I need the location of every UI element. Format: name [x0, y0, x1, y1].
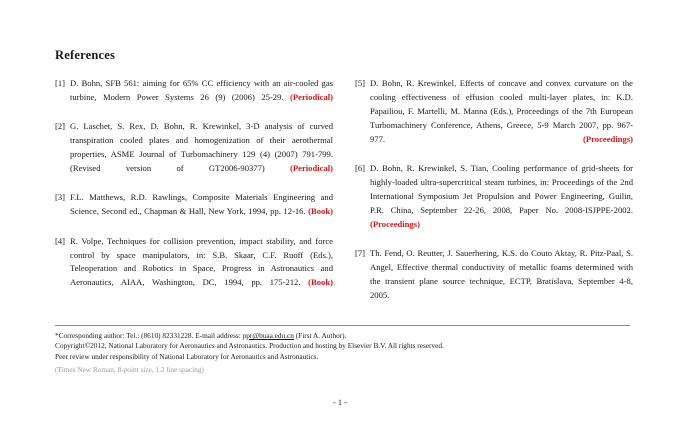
reference-entry — [355, 77, 633, 161]
reference-number: [3] — [55, 192, 66, 203]
reference-number: [2] — [55, 121, 66, 132]
reference-citation: Th. Fend, O. Reutter, J. Sauerhering, K.S. do Couto Aktay, R. Pitz-Paal, S. Angel, Effective thermal conductivity of metallic foams determined with the transient plane source technique, ECTP, Bratislava, September 4-8, 2005. — [370, 248, 633, 300]
corresponding-author-suffix: (First A. Author). — [293, 331, 347, 340]
reference-citation: D. Bohn, R. Krewinkel, S. Tian, Cooling performance of grid-sheets for highly-loaded ultra-supercritical steam turbines, in: Proceedings of the 2nd International Symposium Jet Propulsion and Power Engineering, Guilin, P.R. China, September 22-26, 2008, Paper No. 2008-ISJPPE-2002. — [370, 163, 633, 215]
page-title: References — [55, 48, 116, 62]
reference-type-tag: (Book) — [308, 277, 333, 288]
reference-number: [6] — [355, 163, 366, 174]
reference-number: [5] — [355, 78, 366, 88]
reference-citation: F.L. Matthews, R.D. Rawlings, Composite Materials Engineering and Science, Second ed., Chapman & Hall, New York, 1994, pp. 12-16. — [70, 192, 333, 217]
reference-column-left — [55, 77, 333, 306]
footnote-divider — [55, 325, 630, 326]
copyright-line: Copyright©2012, National Laboratory for Aeronautics and Astronautics. Production and hosting by Elsevier B.V. All rights reserved. — [55, 341, 444, 351]
reference-column-right — [355, 77, 633, 318]
reference-number: [4] — [55, 235, 66, 246]
reference-text — [370, 247, 633, 317]
reference-text — [70, 120, 333, 190]
reference-entry — [355, 247, 633, 317]
reference-number: [1] — [55, 78, 66, 88]
reference-type-tag: (Proceedings) — [583, 133, 633, 144]
reference-citation: R. Volpe, Techniques for collision prevention, impact stability, and force control by space manipulators, in: S.B. Skaar, C.F. Ruoff (Eds.), Teleoperation and Robotics in Space, Progress in Astronautics and Aeronautics, AIAA, Washington, DC, 1994, pp. 175-212. — [70, 235, 333, 288]
reference-type-tag: (Proceedings) — [370, 218, 420, 229]
reference-type-tag: (Book) — [308, 206, 333, 217]
corresponding-author-prefix: *Corresponding author: Tel.: (8610) 82331228. E-mail address: — [55, 331, 243, 340]
typesetting-note: (Times New Roman, 8-point size, 1.2 line spacing) — [55, 365, 204, 375]
reference-text — [70, 235, 333, 305]
reference-entry — [55, 235, 333, 305]
reference-citation: D. Bohn, SFB 561: aiming for 65% CC efficiency with an air-cooled gas turbine, Modern Power Systems 26 (9) (2006) 25-29. — [70, 78, 333, 102]
reference-number: [7] — [355, 248, 366, 259]
reference-type-tag: (Periodical) — [290, 91, 333, 102]
reference-text — [370, 77, 633, 161]
footnote-block — [55, 331, 633, 375]
reference-entry — [355, 162, 633, 246]
corresponding-author-email[interactable]: ppr@buaa.edu.cn — [242, 331, 294, 340]
reference-citation: D. Bohn, R. Krewinkel, Effects of concave and convex curvature on the cooling effectiveness of effusion cooled multi-layer plates, in: K.D. Papailiou, F. Martelli, M. Manna (Eds.), Proceedings of the 7th European Turbomachinery Conference, Athens, Greece, 5-9 March 2007, pp. 967-977. — [370, 78, 633, 144]
reference-type-tag: (Periodical) — [290, 163, 333, 174]
reference-entry — [55, 191, 333, 233]
page-number: - 1 - — [333, 398, 347, 407]
reference-text — [70, 191, 333, 233]
reference-columns — [55, 77, 633, 318]
corresponding-author-line — [55, 331, 633, 341]
reference-entry — [55, 77, 333, 119]
reference-text — [70, 77, 333, 119]
reference-citation: G. Laschet, S. Rex, D. Bohn, R. Krewinkel, 3-D analysis of curved transpiration cooled plates and homogenization of their aerothermal properties, ASME Journal of Turbomachinery 129 (4) (2007) 791-799. (Revised version of GT2006-90377) — [70, 121, 333, 174]
reference-text — [370, 162, 633, 246]
peer-review-line: Peer review under responsibility of National Laboratory for Aeronautics and Astronautics. — [55, 351, 319, 361]
reference-entry — [55, 120, 333, 190]
